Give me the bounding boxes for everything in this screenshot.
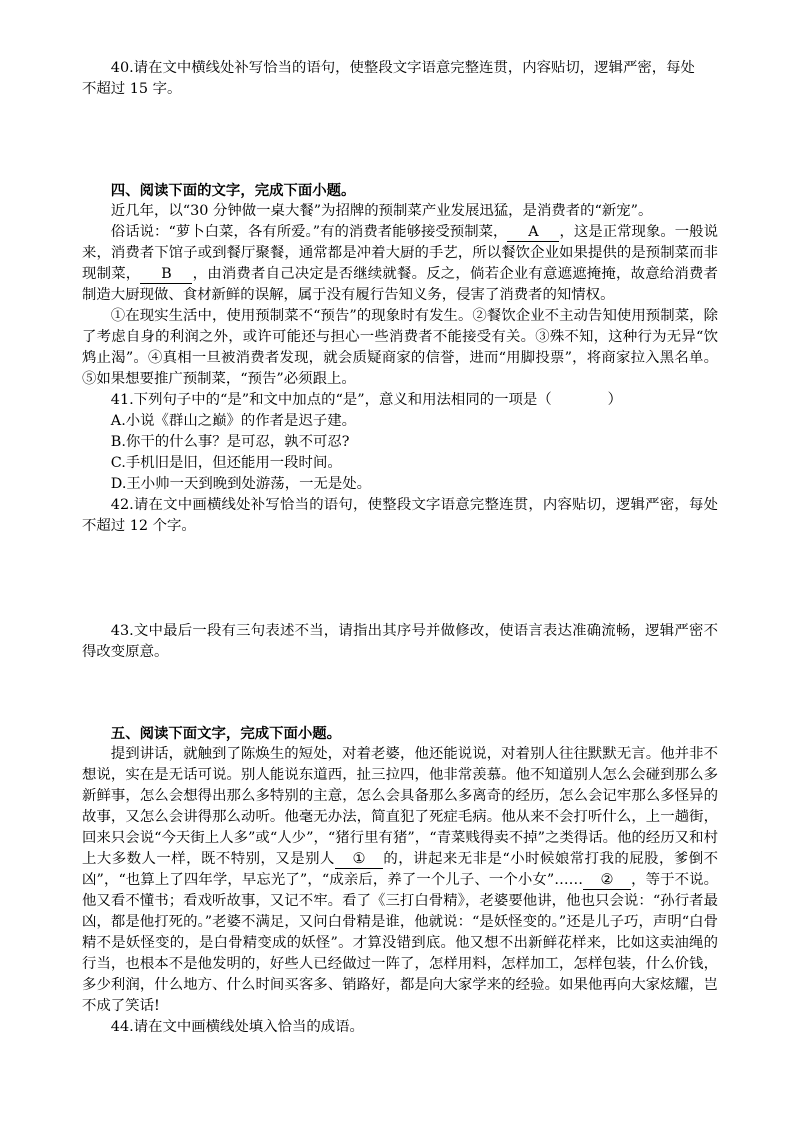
paragraph-part-b: 的，讲起来无非是“小时候娘常打我的屁股，爹倒不凶”，“也算上了四年学，早忘光了”，“成亲后，养了一个儿子、一个小女”…… [82, 851, 718, 888]
paragraph-2-part-c: ，由消费者自己决定是否继续就餐。反之，倘若企业有意遮遮掩掩，故意给消费者制造大厨现做、食材新鲜的误解，属于没有履行告知义务，侵害了消费者的知情权。 [82, 266, 718, 303]
section-5-heading: 五、阅读下面文字，完成下面小题。 [110, 725, 342, 742]
question-41-stem [82, 390, 718, 411]
paragraph-2-part-b: ，这是正常现象。一般说来，消费者下馆子或到餐厅聚餐，通常都是冲着大厨的手艺，所以餐饮企业如果提供的是预制菜而非现制菜， [82, 224, 718, 282]
blank-b: B [140, 265, 192, 284]
blank-2: ② [583, 871, 631, 890]
section-5-paragraph [82, 744, 718, 1017]
question-43-text: 43.文中最后一段有三句表述不当，请指出其序号并做修改，使语言表达准确流畅，逻辑严密不得改变原意。 [82, 623, 718, 660]
option-b: B.你干的什么事？是可忍，孰不可忍? [110, 434, 350, 450]
blank-1: ① [335, 850, 383, 869]
section-4-paragraph-1: 近几年，以“30 分钟做一桌大餐”为招牌的预制菜产业发展迅猛，是消费者的“新宠”。 [110, 203, 653, 219]
question-40-line-2: 不超过 15 字。 [82, 81, 182, 97]
paragraph-2-part-a: 俗话说：“萝卜白菜，各有所爱。”有的消费者能够接受预制菜， [110, 224, 508, 240]
paragraph-part-c: ，等于不说。他又看不懂书；看戏听故事，又记不牢。看了《三打白骨精》，老婆要他讲，他也只会说：“孙行者最凶，都是他打死的。”老婆不满足，又问白骨精是谁，他就说：“是妖怪变的。”还是儿子巧，声明“白骨精不是妖怪变的，是白骨精变成的妖怪”。才算没错到底。他又想不出新鲜花样来，比如这卖油绳的行当，也根本不是他发明的，好些人已经做过一阵了，怎样用料，怎样加工，怎样包装，什么价钱，多少利润，什么地方、什么时间买客多、销路好，都是向大家学来的经验。如果他再向大家炫耀，岂不成了笑话! [82, 872, 718, 1014]
question-41-stem-text: 41.下列句子中的“是”和文中加点的“是”，意义和用法相同的一项是（ [110, 392, 552, 408]
question-40 [82, 58, 718, 100]
option-c: C.手机旧是旧，但还能用一段时间。 [110, 455, 342, 471]
question-41-stem-end: ） [607, 392, 623, 408]
section-4-heading: 四、阅读下面的文字，完成下面小题。 [110, 182, 356, 199]
section-4-paragraph-3: ①在现实生活中，使用预制菜不“预告”的现象时有发生。②餐饮企业不主动告知使用预制菜，除了考虑自身的利润之外，或许可能还与担心一些消费者不能接受有关。③殊不知，这种行为无异“饮鸩止渴”。④真相一旦被消费者发现，就会质疑商家的信誉，进而“用脚投票”，将商家拉入黑名单。⑤如果想要推广预制菜，“预告”必须跟上。 [82, 308, 718, 387]
blank-a: A [507, 223, 559, 242]
question-40-line-1: 40.请在文中横线处补写恰当的语句，使整段文字语意完整连贯，内容贴切，逻辑严密，每处 [110, 60, 695, 76]
option-a: A.小说《群山之巅》的作者是迟子建。 [110, 413, 357, 429]
question-42: 42.请在文中画横线处补写恰当的语句，使整段文字语意完整连贯，内容贴切，逻辑严密，每处不超过 12 个字。 [82, 497, 718, 534]
section-4 [82, 180, 718, 537]
paragraph-part-a: 提到讲话，就触到了陈焕生的短处，对着老婆，他还能说说，对着别人往往默默无言。他并非不想说，实在是无话可说。别人能说东道西，扯三拉四，他非常羡慕。他不知道别人怎么会碰到那么多新鲜事，怎么会想得出那么多特别的主意，怎么会具备那么多离奇的经历，怎么会记牢那么多怪异的故事，又怎么会讲得那么动听。他毫无办法，简直犯了死症毛病。他从来不会打听什么，上一趟街，回来只会说“今天街上人多”或“人少”，“猪行里有猪”，“青菜贱得卖不掉”之类得话。他的经历又和村上大多数人一样，既不特别，又是别人 [82, 746, 718, 867]
section-4-paragraph-2 [82, 222, 718, 306]
question-44: 44.请在文中画横线处填入恰当的成语。 [110, 1019, 364, 1035]
option-d: D.王小帅一天到晚到处游荡，一无是处。 [110, 476, 372, 492]
question-43 [82, 621, 718, 663]
section-5 [82, 723, 718, 1038]
